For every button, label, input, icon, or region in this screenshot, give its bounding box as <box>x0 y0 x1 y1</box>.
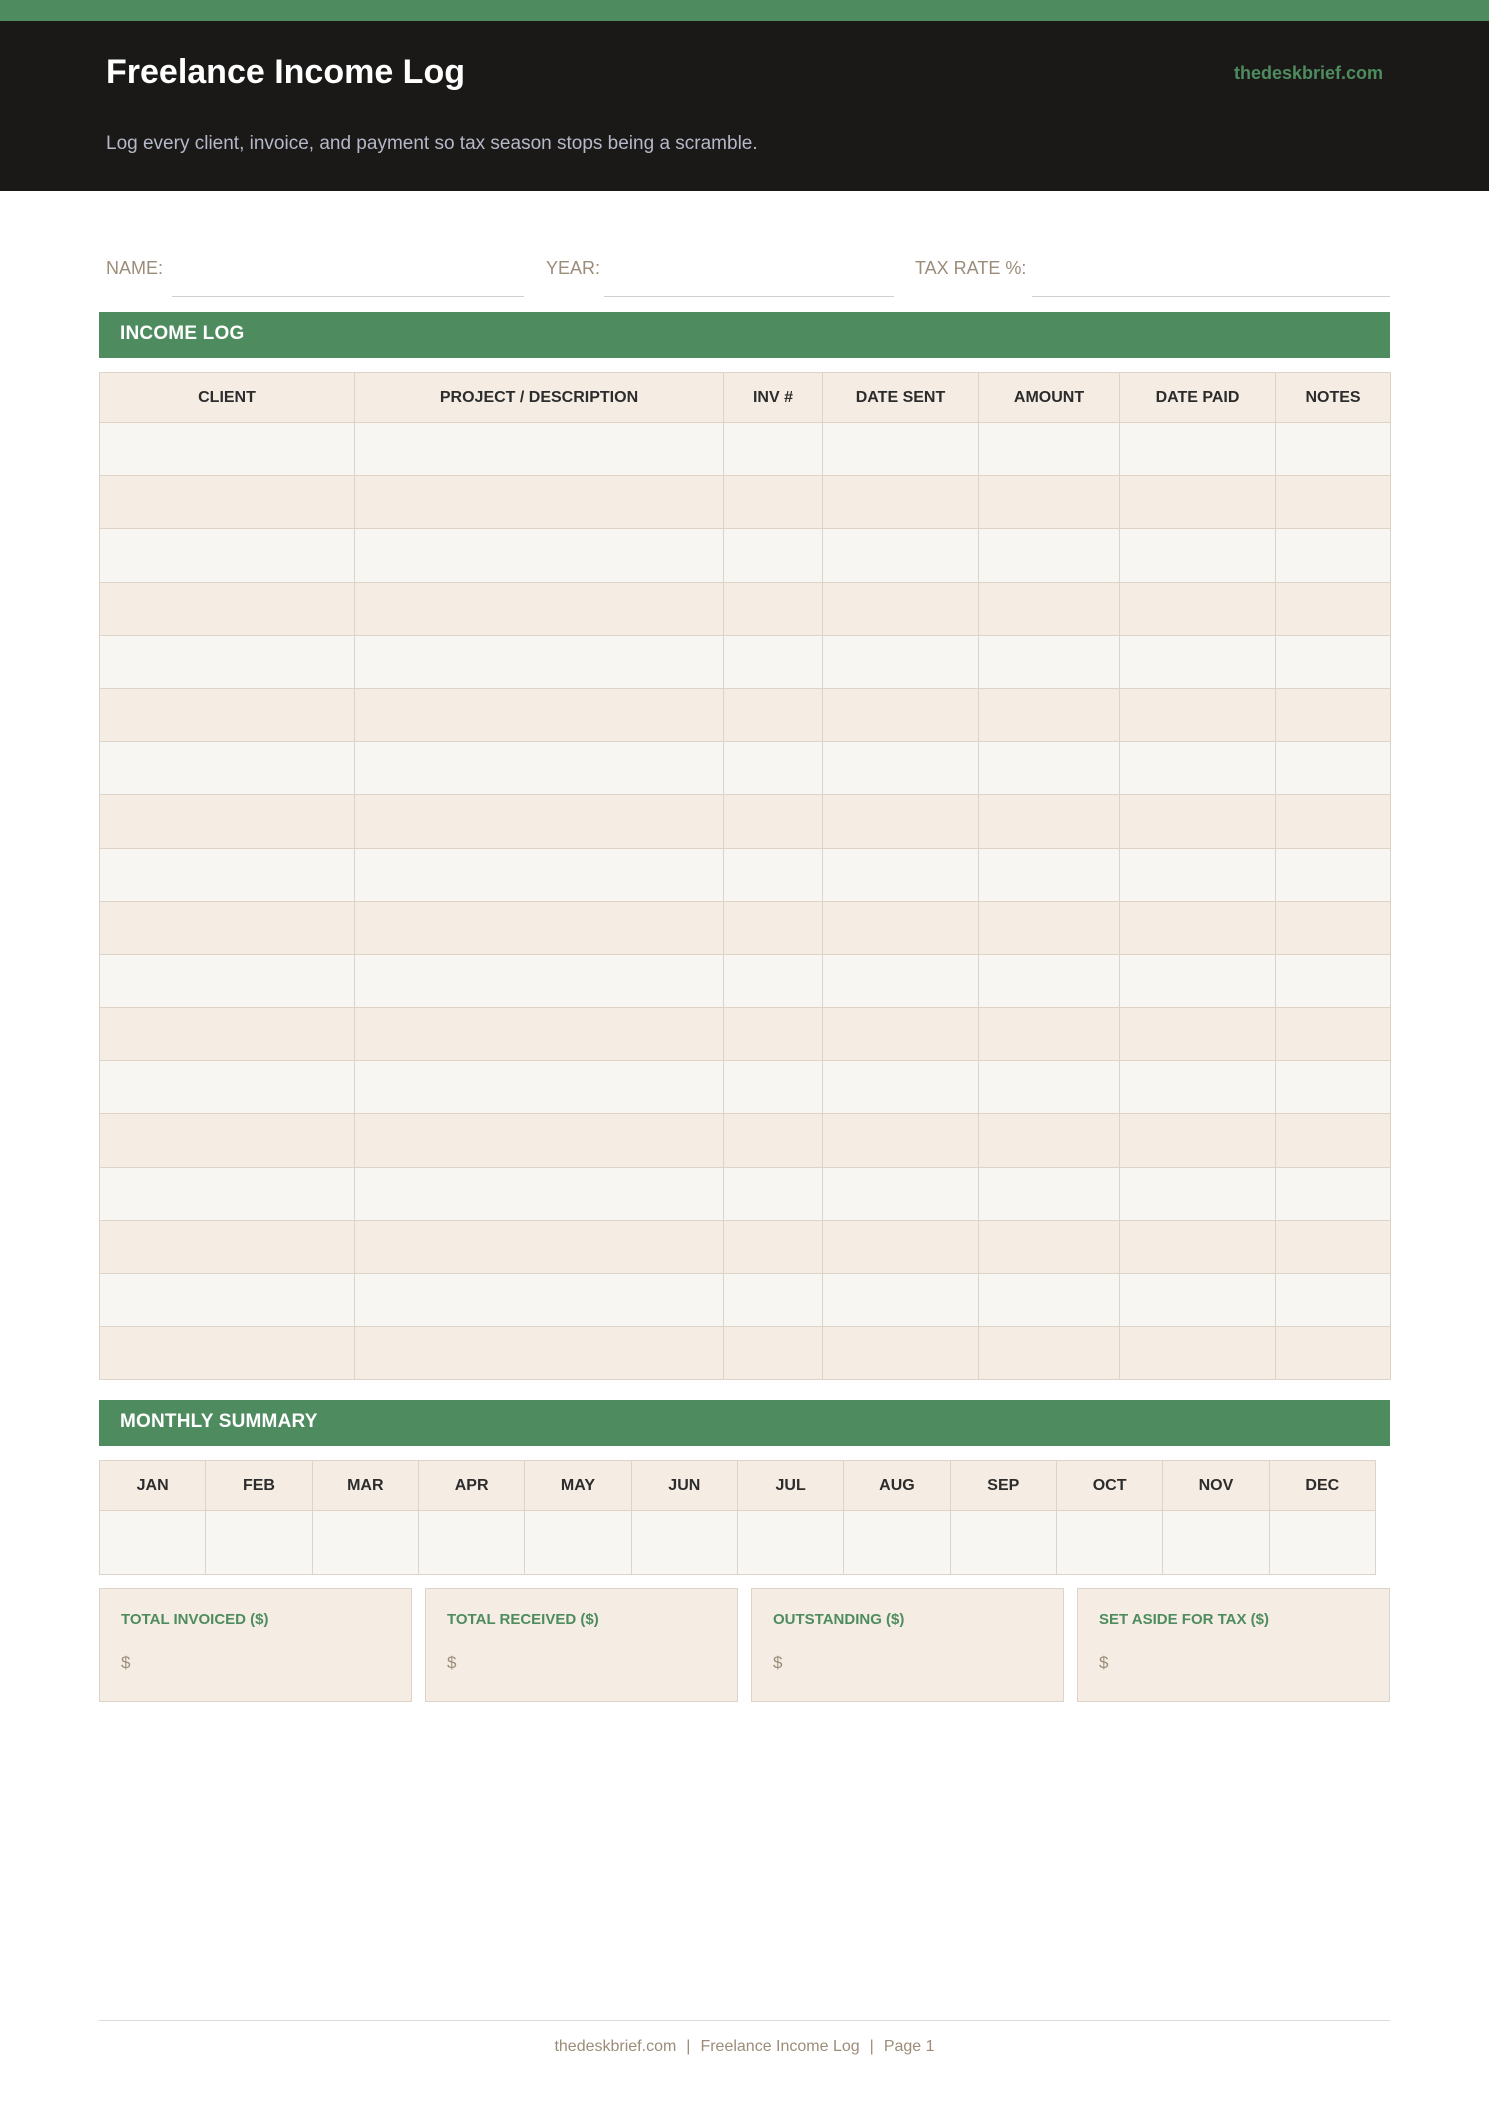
cell-amount[interactable] <box>979 582 1120 635</box>
table-row <box>100 901 1391 954</box>
cell-notes[interactable] <box>1276 795 1391 848</box>
monthly-summary-title: MONTHLY SUMMARY <box>120 1411 318 1432</box>
month-header-apr: APR <box>418 1461 524 1511</box>
cell-amount[interactable] <box>979 1167 1120 1220</box>
table-row <box>100 795 1391 848</box>
total-invoiced-value[interactable]: $ <box>121 1653 131 1672</box>
cell-project[interactable] <box>355 1220 724 1273</box>
page-footer <box>0 2038 1489 2056</box>
cell-project[interactable] <box>355 848 724 901</box>
cell-amount[interactable] <box>979 1327 1120 1380</box>
cell-notes[interactable] <box>1276 848 1391 901</box>
income-log-header <box>99 312 1390 358</box>
cell-date-sent[interactable] <box>823 1167 979 1220</box>
table-row <box>100 529 1391 582</box>
month-header-jul: JUL <box>737 1461 843 1511</box>
cell-date-paid[interactable] <box>1120 1274 1276 1327</box>
cell-invoice-number[interactable] <box>724 795 823 848</box>
column-header-date-paid: DATE PAID <box>1120 373 1276 423</box>
cell-date-paid[interactable] <box>1120 1008 1276 1061</box>
month-value-jun[interactable] <box>631 1511 737 1575</box>
month-value-mar[interactable] <box>312 1511 418 1575</box>
month-value-jan[interactable] <box>100 1511 206 1575</box>
column-header-amount: AMOUNT <box>979 373 1120 423</box>
cell-project[interactable] <box>355 795 724 848</box>
cell-project[interactable] <box>355 1274 724 1327</box>
cell-date-sent[interactable] <box>823 423 979 476</box>
cell-amount[interactable] <box>979 742 1120 795</box>
cell-amount[interactable] <box>979 423 1120 476</box>
cell-project[interactable] <box>355 1167 724 1220</box>
table-row <box>100 582 1391 635</box>
table-row <box>100 1008 1391 1061</box>
cell-date-paid[interactable] <box>1120 688 1276 741</box>
cell-notes[interactable] <box>1276 901 1391 954</box>
cell-invoice-number[interactable] <box>724 1274 823 1327</box>
table-row <box>100 742 1391 795</box>
cell-date-paid[interactable] <box>1120 795 1276 848</box>
cell-notes[interactable] <box>1276 688 1391 741</box>
cell-date-paid[interactable] <box>1120 1327 1276 1380</box>
cell-date-sent[interactable] <box>823 1274 979 1327</box>
month-header-dec: DEC <box>1269 1461 1375 1511</box>
cell-date-sent[interactable] <box>823 582 979 635</box>
footer-page-number: Page 1 <box>883 2038 935 2055</box>
cell-project[interactable] <box>355 529 724 582</box>
name-field[interactable] <box>172 296 524 297</box>
cell-invoice-number[interactable] <box>724 1114 823 1167</box>
cell-date-sent[interactable] <box>823 476 979 529</box>
cell-client[interactable] <box>100 423 355 476</box>
cell-date-sent[interactable] <box>823 635 979 688</box>
table-row <box>100 1220 1391 1273</box>
month-value-dec[interactable] <box>1269 1511 1375 1575</box>
cell-invoice-number[interactable] <box>724 529 823 582</box>
cell-client[interactable] <box>100 1220 355 1273</box>
cell-date-paid[interactable] <box>1120 1220 1276 1273</box>
month-header-sep: SEP <box>950 1461 1056 1511</box>
cell-client[interactable] <box>100 582 355 635</box>
cell-invoice-number[interactable] <box>724 635 823 688</box>
tax-rate-label: TAX RATE %: <box>915 258 1027 278</box>
cell-date-sent[interactable] <box>823 1061 979 1114</box>
cell-invoice-number[interactable] <box>724 1167 823 1220</box>
cell-amount[interactable] <box>979 954 1120 1007</box>
cell-date-paid[interactable] <box>1120 901 1276 954</box>
footer-doc-title: Freelance Income Log <box>700 2038 860 2055</box>
column-header-date-sent: DATE SENT <box>823 373 979 423</box>
month-value-oct[interactable] <box>1056 1511 1162 1575</box>
cell-date-sent[interactable] <box>823 1220 979 1273</box>
cell-notes[interactable] <box>1276 582 1391 635</box>
table-row <box>100 1274 1391 1327</box>
month-header-jan: JAN <box>100 1461 206 1511</box>
month-value-nov[interactable] <box>1163 1511 1269 1575</box>
cell-invoice-number[interactable] <box>724 423 823 476</box>
month-header-jun: JUN <box>631 1461 737 1511</box>
cell-client[interactable] <box>100 742 355 795</box>
cell-client[interactable] <box>100 901 355 954</box>
cell-client[interactable] <box>100 1061 355 1114</box>
cell-project[interactable] <box>355 688 724 741</box>
cell-client[interactable] <box>100 1114 355 1167</box>
outstanding-box <box>751 1588 1064 1702</box>
page-title: Freelance Income Log <box>106 53 465 91</box>
table-row <box>100 1167 1391 1220</box>
total-received-box <box>425 1588 738 1702</box>
cell-client[interactable] <box>100 688 355 741</box>
month-header-mar: MAR <box>312 1461 418 1511</box>
cell-client[interactable] <box>100 529 355 582</box>
cell-amount[interactable] <box>979 635 1120 688</box>
cell-date-sent[interactable] <box>823 742 979 795</box>
cell-amount[interactable] <box>979 529 1120 582</box>
cell-invoice-number[interactable] <box>724 476 823 529</box>
cell-date-paid[interactable] <box>1120 529 1276 582</box>
cell-date-paid[interactable] <box>1120 848 1276 901</box>
total-received-value[interactable]: $ <box>447 1653 457 1672</box>
cell-project[interactable] <box>355 1008 724 1061</box>
table-row <box>100 1061 1391 1114</box>
year-label: YEAR: <box>546 258 601 278</box>
total-invoiced-label: TOTAL INVOICED ($) <box>121 1611 269 1628</box>
cell-amount[interactable] <box>979 688 1120 741</box>
table-row <box>100 954 1391 1007</box>
cell-notes[interactable] <box>1276 1008 1391 1061</box>
cell-date-sent[interactable] <box>823 795 979 848</box>
cell-date-paid[interactable] <box>1120 635 1276 688</box>
cell-client[interactable] <box>100 1008 355 1061</box>
monthly-summary-table <box>99 1460 1376 1575</box>
cell-notes[interactable] <box>1276 1061 1391 1114</box>
cell-date-paid[interactable] <box>1120 954 1276 1007</box>
total-received-label: TOTAL RECEIVED ($) <box>447 1611 599 1628</box>
cell-client[interactable] <box>100 1327 355 1380</box>
cell-client[interactable] <box>100 795 355 848</box>
cell-date-sent[interactable] <box>823 529 979 582</box>
table-row <box>100 848 1391 901</box>
footer-separator: | <box>869 2038 874 2055</box>
totals-section <box>99 1588 1390 1702</box>
cell-notes[interactable] <box>1276 1114 1391 1167</box>
cell-project[interactable] <box>355 635 724 688</box>
month-header-oct: OCT <box>1056 1461 1162 1511</box>
cell-date-paid[interactable] <box>1120 742 1276 795</box>
cell-notes[interactable] <box>1276 529 1391 582</box>
cell-client[interactable] <box>100 848 355 901</box>
cell-project[interactable] <box>355 476 724 529</box>
table-row <box>100 1327 1391 1380</box>
cell-date-paid[interactable] <box>1120 476 1276 529</box>
cell-client[interactable] <box>100 1274 355 1327</box>
set-aside-tax-label: SET ASIDE FOR TAX ($) <box>1099 1611 1270 1628</box>
cell-invoice-number[interactable] <box>724 688 823 741</box>
month-header-aug: AUG <box>844 1461 950 1511</box>
cell-invoice-number[interactable] <box>724 1061 823 1114</box>
cell-date-paid[interactable] <box>1120 423 1276 476</box>
month-value-aug[interactable] <box>844 1511 950 1575</box>
cell-project[interactable] <box>355 901 724 954</box>
cell-invoice-number[interactable] <box>724 1327 823 1380</box>
cell-invoice-number[interactable] <box>724 742 823 795</box>
table-row <box>100 476 1391 529</box>
cell-project[interactable] <box>355 423 724 476</box>
cell-date-sent[interactable] <box>823 901 979 954</box>
month-value-jul[interactable] <box>737 1511 843 1575</box>
cell-amount[interactable] <box>979 1008 1120 1061</box>
cell-date-paid[interactable] <box>1120 1167 1276 1220</box>
table-row <box>100 688 1391 741</box>
cell-project[interactable] <box>355 954 724 1007</box>
cell-amount[interactable] <box>979 1114 1120 1167</box>
cell-notes[interactable] <box>1276 1167 1391 1220</box>
cell-invoice-number[interactable] <box>724 954 823 1007</box>
site-link[interactable]: thedeskbrief.com <box>1233 63 1383 83</box>
cell-date-sent[interactable] <box>823 1008 979 1061</box>
cell-project[interactable] <box>355 1114 724 1167</box>
month-header-may: MAY <box>525 1461 631 1511</box>
cell-notes[interactable] <box>1276 1327 1391 1380</box>
cell-project[interactable] <box>355 1061 724 1114</box>
column-header-project: PROJECT / DESCRIPTION <box>355 373 724 423</box>
page-subtitle: Log every client, invoice, and payment so tax season stops being a scramble. <box>106 133 758 154</box>
column-header-client: CLIENT <box>100 373 355 423</box>
cell-notes[interactable] <box>1276 635 1391 688</box>
footer-separator: | <box>686 2038 691 2055</box>
income-log-table <box>99 372 1391 1380</box>
total-invoiced-box <box>99 1588 412 1702</box>
cell-client[interactable] <box>100 635 355 688</box>
outstanding-value[interactable]: $ <box>773 1653 783 1672</box>
cell-project[interactable] <box>355 742 724 795</box>
cell-invoice-number[interactable] <box>724 1008 823 1061</box>
cell-date-sent[interactable] <box>823 848 979 901</box>
cell-amount[interactable] <box>979 1274 1120 1327</box>
cell-date-paid[interactable] <box>1120 1061 1276 1114</box>
monthly-summary-header <box>99 1400 1390 1446</box>
cell-notes[interactable] <box>1276 742 1391 795</box>
cell-amount[interactable] <box>979 1061 1120 1114</box>
meta-fields <box>100 252 1390 298</box>
cell-amount[interactable] <box>979 476 1120 529</box>
set-aside-tax-box <box>1077 1588 1390 1702</box>
footer-site: thedeskbrief.com <box>554 2038 677 2055</box>
table-row <box>100 1114 1391 1167</box>
cell-amount[interactable] <box>979 901 1120 954</box>
name-label: NAME: <box>106 258 164 278</box>
cell-notes[interactable] <box>1276 954 1391 1007</box>
income-log-header-row <box>100 373 1391 423</box>
month-value-sep[interactable] <box>950 1511 1056 1575</box>
cell-date-sent[interactable] <box>823 1114 979 1167</box>
cell-amount[interactable] <box>979 795 1120 848</box>
table-row <box>100 423 1391 476</box>
outstanding-label: OUTSTANDING ($) <box>773 1611 905 1628</box>
top-accent-bar <box>0 0 1489 21</box>
cell-date-sent[interactable] <box>823 1327 979 1380</box>
month-value-may[interactable] <box>525 1511 631 1575</box>
cell-amount[interactable] <box>979 1220 1120 1273</box>
cell-notes[interactable] <box>1276 476 1391 529</box>
cell-client[interactable] <box>100 954 355 1007</box>
month-header-row <box>100 1461 1376 1511</box>
income-log-title: INCOME LOG <box>120 323 245 344</box>
month-header-nov: NOV <box>1163 1461 1269 1511</box>
set-aside-tax-value[interactable]: $ <box>1099 1653 1109 1672</box>
cell-date-paid[interactable] <box>1120 1114 1276 1167</box>
page-header <box>0 21 1489 191</box>
cell-invoice-number[interactable] <box>724 582 823 635</box>
column-header-invoice-number: INV # <box>724 373 823 423</box>
month-value-apr[interactable] <box>418 1511 524 1575</box>
cell-invoice-number[interactable] <box>724 1220 823 1273</box>
cell-notes[interactable] <box>1276 1220 1391 1273</box>
month-value-row <box>100 1511 1376 1575</box>
footer-divider <box>99 2020 1390 2021</box>
column-header-notes: NOTES <box>1276 373 1391 423</box>
cell-amount[interactable] <box>979 848 1120 901</box>
year-field[interactable] <box>604 296 894 297</box>
cell-notes[interactable] <box>1276 1274 1391 1327</box>
month-value-feb[interactable] <box>206 1511 312 1575</box>
cell-date-paid[interactable] <box>1120 582 1276 635</box>
cell-client[interactable] <box>100 476 355 529</box>
table-row <box>100 635 1391 688</box>
cell-notes[interactable] <box>1276 423 1391 476</box>
cell-client[interactable] <box>100 1167 355 1220</box>
cell-project[interactable] <box>355 1327 724 1380</box>
tax-rate-field[interactable] <box>1032 296 1390 297</box>
cell-date-sent[interactable] <box>823 954 979 1007</box>
cell-project[interactable] <box>355 582 724 635</box>
cell-invoice-number[interactable] <box>724 901 823 954</box>
cell-date-sent[interactable] <box>823 688 979 741</box>
month-header-feb: FEB <box>206 1461 312 1511</box>
cell-invoice-number[interactable] <box>724 848 823 901</box>
